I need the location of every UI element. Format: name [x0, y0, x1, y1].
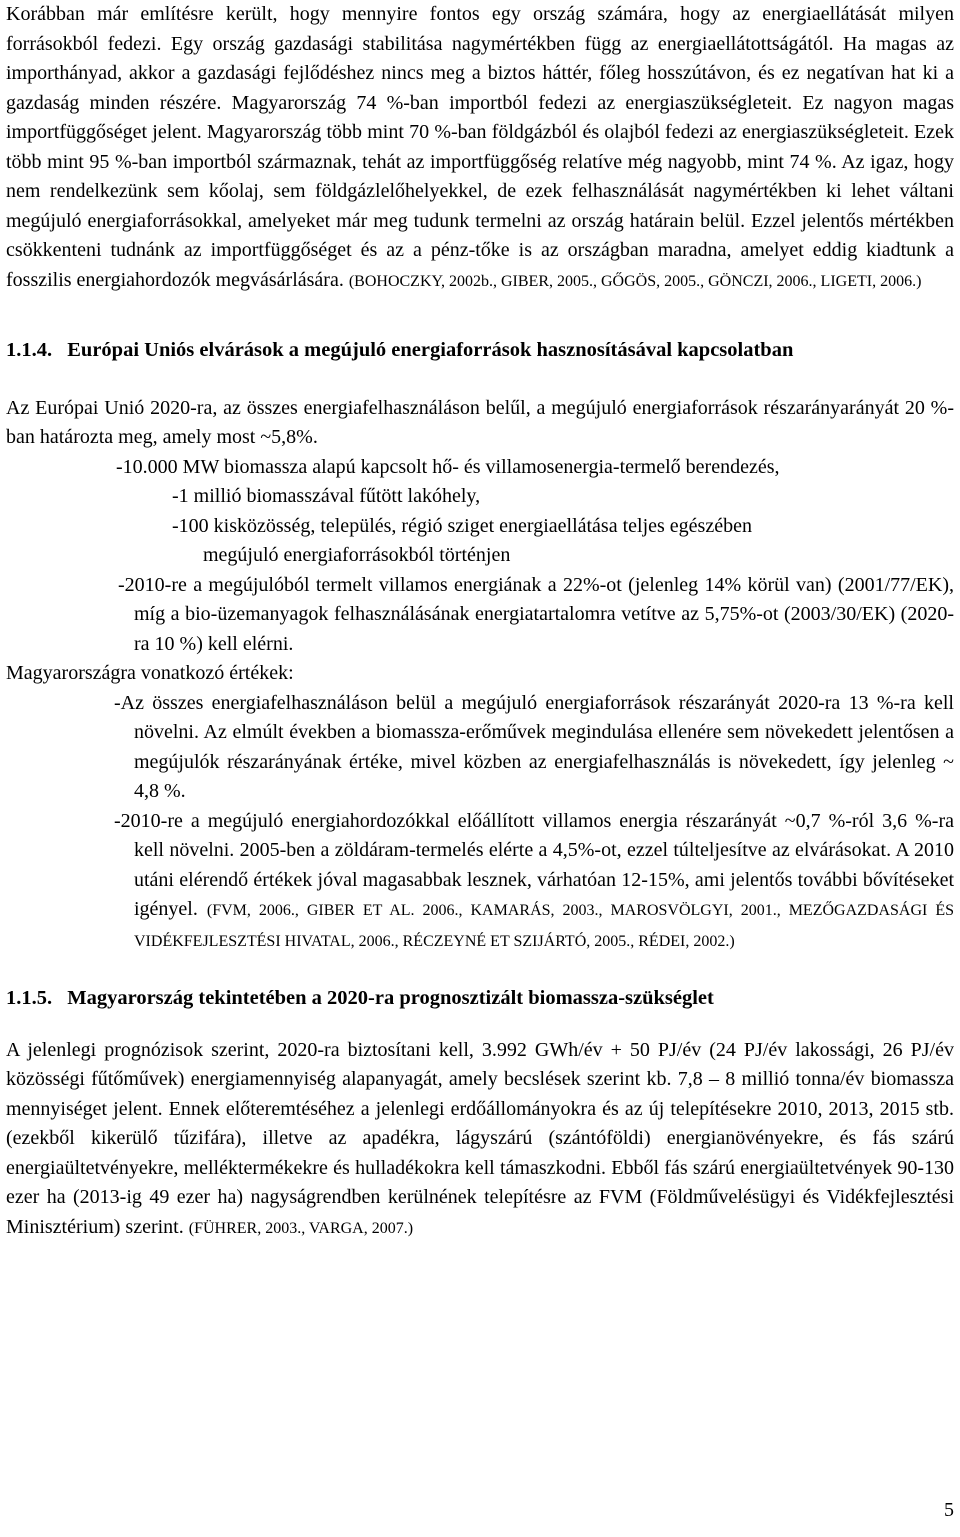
list-item: -100 kisközösség, település, régió sziget energiaellátása teljes egészében [172, 514, 752, 537]
document-page [6, 0, 954, 1243]
section-number: 1.1.4. [6, 339, 53, 361]
section-title: Magyarország tekintetében a 2020-ra prognosztizált biomassza-szükséglet [67, 987, 714, 1009]
section-title: Európai Uniós elvárások a megújuló energiaforrások hasznosításával kapcsolatban [67, 339, 794, 361]
paragraph-text: A jelenlegi prognózisok szerint, 2020-ra biztosítani kell, 3.992 GWh/év + 50 PJ/év (24 PJ/év lakossági, 26 PJ/év közösségi fűtőművek) energiamennyiség alapanyagát, amely becslések szerint kb. 7,8 – 8 millió tonna/év biomassza mennyiséget jelent. Ennek előteremtéséhez a jelenlegi erdőállományokra és az új telepítésekre 2010, 2013, 2015 stb. (ezekből kikerülő tűzifára), illetve az apadékra, lágyszárú (szántóföldi) energianövényekre, és fás szárú energiaültetvényekre, melléktermékekre és hulladékokra kell támaszkodni. Ebből fás szárú energiaültetvények 90-130 ezer ha (2013-ig 49 ezer ha) nagyságrendben kerülnének telepítésre az FVM (Földművelésügyi és Vidékfejlesztési Minisztérium) szerint. [6, 1038, 954, 1238]
list-item [6, 807, 954, 957]
list-item: -1 millió biomasszával fűtött lakóhely, [172, 485, 481, 507]
list-item: -Az összes energiafelhasználáson belül a megújuló energiaforrások részarányát 2020-ra 13 %-ra kell növelni. Az elmúlt években a biomassza-erőművek megindulása ellenére sem növekedett jelentősen a megújulók részarányának értéke, mivel közben az energiafelhasználás is növekedett, így jelenleg ~ 4,8 %. [114, 691, 954, 802]
section-heading-114 [6, 336, 954, 366]
list-item-continuation: megújuló energiaforrásokból történjen [203, 544, 511, 566]
list-item-text: -2010-re a megújuló energiahordozókkal előállított villamos energia részarányát ~0,7 %-ról 3,6 %-ra kell növelni. 2005-ben a zöldáram-termelés elérte a 4,5%-ot, ezzel túlteljesítve az elvárásokat. A 2010 utáni elérendő értékek jóval magasabbak lesznek, várhatóan 12-15%, ami jelentős további bővítéseket igényel. [114, 809, 954, 920]
citation: (FVM, 2006., GIBER ET AL. 2006., KAMARÁS, 2003., MAROSVÖLGYI, 2001., MEZŐGAZDASÁGI ÉS VIDÉKFEJLESZTÉSI HIVATAL, 2006., RÉCZEYNÉ ET SZIJÁRTÓ, 2005., RÉDEI, 2002.) [134, 902, 955, 950]
list-item: -2010-re a megújulóból termelt villamos energiának a 22%-ot (jelenleg 14% körül van) (2001/77/EK), míg a bio-üzemanyagok felhasználásának energiatartalomra vetítve az 5,75%-ot (2003/30/EK) (2020-ra 10 %) kell elérni. [118, 573, 954, 655]
page-number: 5 [944, 1499, 954, 1521]
paragraph-energy-import [6, 0, 954, 296]
citation: (FÜHRER, 2003., VARGA, 2007.) [188, 1219, 414, 1237]
eu-intro-paragraph: Az Európai Unió 2020-ra, az összes energiafelhasználáson belűl, a megújuló energiaforrások részarányarányát 20 %-ban határozta meg, amely most ~5,8%. [6, 396, 954, 448]
section-heading-115 [6, 984, 954, 1014]
paragraph-text: Korábban már említésre került, hogy mennyire fontos egy ország számára, hogy az energiaellátását milyen forrásokból fedezi. Egy ország gazdasági stabilitása nagymértékben függ az energiaellátottságától. Ha magas az importhányad, akkor a gazdasági fejlődéshez nincs meg a biztos háttér, főleg hosszútávon, és ez negatívan hat ki a gazdaság minden részére. Magyarország 74 %-ban importból fedezi az energiaszükségleteit. Ez nagyon magas importfüggőséget jelent. Magyarország több mint 70 %-ban földgázból és olajból fedezi az energiaszükségleteit. Ezek több mint 95 %-ban importból származnak, tehát az importfüggőség relatíve még nagyobb, mint 74 %. Az igaz, hogy nem rendelkezünk sem kőolaj, sem földgázlelőhelyekkel, de ezek felhasználását nagymértékben ki lehet váltani megújuló energiaforrásokkal, amelyeket már meg tudunk termelni az ország határain belül. Ezzel jelentős mértékben csökkenteni tudnánk az importfüggőséget és az a pénz-tőke is az országban maradna, amelyet eddig kiadtunk a fosszilis energiahordozók megvásárlására. [6, 3, 954, 291]
biomass-need-paragraph [6, 1036, 954, 1244]
list-item: -10.000 MW biomassza alapú kapcsolt hő- és villamosenergia-termelő berendezés, [116, 455, 780, 478]
citation: (BOHOCZKY, 2002b., GIBER, 2005., GŐGÖS, 2005., GÖNCZI, 2006., LIGETI, 2006.) [348, 272, 922, 290]
hungary-values-heading: Magyarországra vonatkozó értékek: [6, 662, 294, 684]
section-number: 1.1.5. [6, 987, 53, 1009]
